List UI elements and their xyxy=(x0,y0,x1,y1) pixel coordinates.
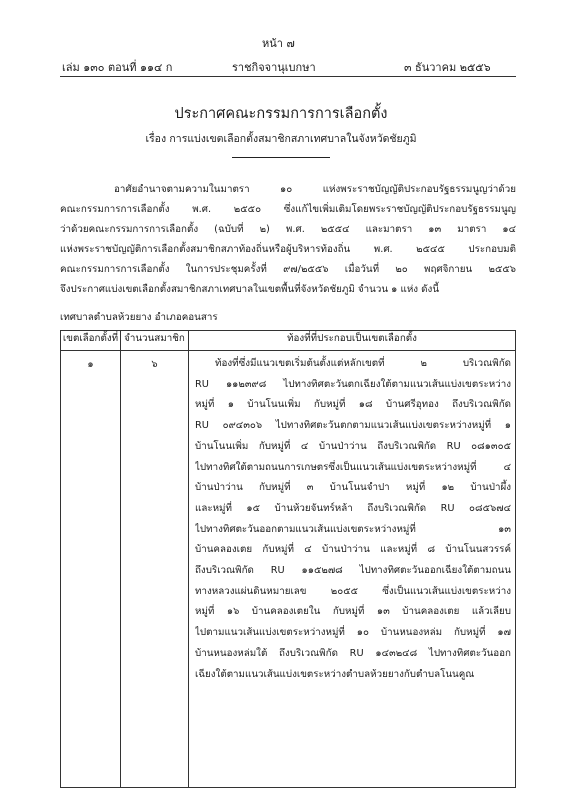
desc-line: บ้านป่าว่าน กับหมู่ที่ ๓ บ้านโนนจำปา หมู่ที่ ๑๒ บ้านป่าผึ้ง xyxy=(195,482,511,494)
header-district: เขตเลือกตั้งที่ xyxy=(61,331,121,351)
title-divider xyxy=(232,157,330,158)
desc-line: หมู่ที่ ๑ บ้านโนนเพิ่ม กับหมู่ที่ ๑๘ บ้านศรีอุทอง ถึงบริเวณพิกัด xyxy=(195,399,511,411)
desc-line: ท้องที่ซึ่งมีแนวเขตเริ่มต้นตั้งแต่หลักเขตที่ ๒ บริเวณพิกัด xyxy=(215,358,511,369)
volume-issue: เล่ม ๑๓๐ ตอนที่ ๑๑๔ ก xyxy=(62,61,173,74)
desc-line: RU ๐๙๔๓๐๖ ไปทางทิศตะวันตกตามแนวเส้นแบ่งเขตระหว่างหมู่ที่ ๑ xyxy=(195,420,511,432)
header-divider xyxy=(60,76,516,77)
body-paragraph xyxy=(60,180,516,300)
desc-line: ถึงบริเวณพิกัด RU ๑๑๕๒๗๘ ไปทางทิศตะวันออกเฉียงใต้ตามถนน xyxy=(195,565,511,577)
desc-line: บ้านคลองเตย กับหมู่ที่ ๔ บ้านป่าว่าน และหมู่ที่ ๘ บ้านโนนสวรรค์ xyxy=(195,544,511,556)
header-area: ท้องที่ที่ประกอบเป็นเขตเลือกตั้ง xyxy=(189,331,516,351)
announcement-title: ประกาศคณะกรรมการการเลือกตั้ง xyxy=(174,106,388,122)
body-line: ว่าด้วยคณะกรรมการการเลือกตั้ง (ฉบับที่ ๒) พ.ศ. ๒๕๕๔ และมาตรา ๑๓ มาตรา ๑๔ xyxy=(60,224,516,235)
body-line: คณะกรรมการการเลือกตั้ง ในการประชุมครั้งที่ ๙๗/๒๕๕๖ เมื่อวันที่ ๒๐ พฤศจิกายน ๒๕๕๖ xyxy=(60,264,516,275)
desc-line: ไปทางทิศใต้ตามถนนการเกษตรซึ่งเป็นแนวเส้นแบ่งเขตระหว่างหมู่ที่ ๔ xyxy=(195,461,511,473)
table-header-row xyxy=(61,331,516,351)
table-row xyxy=(61,351,516,788)
body-line: แห่งพระราชบัญญัติการเลือกตั้งสมาชิกสภาท้องถิ่นหรือผู้บริหารท้องถิ่น พ.ศ. ๒๕๔๕ ประกอบมติ xyxy=(60,244,516,255)
body-line: คณะกรรมการการเลือกตั้ง พ.ศ. ๒๕๕๐ ซึ่งแก้ไขเพิ่มเติมโดยพระราชบัญญัติประกอบรัฐธรรมนูญ xyxy=(60,204,516,215)
desc-line: บ้านหนองหล่มใต้ ถึงบริเวณพิกัด RU ๑๔๓๒๔๘ ไปทางทิศตะวันออก xyxy=(195,647,511,659)
desc-line: และหมู่ที่ ๑๕ บ้านห้วยจันทร์หล้า ถึงบริเวณพิกัด RU ๐๘๕๖๗๔ xyxy=(195,502,511,514)
member-count: ๖ xyxy=(121,351,189,788)
desc-line: บ้านโนนเพิ่ม กับหมู่ที่ ๔ บ้านป่าว่าน ถึงบริเวณพิกัด RU ๐๘๑๓๐๕ xyxy=(195,440,511,452)
desc-line: เฉียงใต้ตามแนวเส้นแบ่งเขตระหว่างตำบลห้วยยางกับตำบลโนนคูณ xyxy=(195,668,475,680)
announcement-subtitle: เรื่อง การแบ่งเขตเลือกตั้งสมาชิกสภาเทศบาลในจังหวัดชัยภูมิ xyxy=(145,133,417,145)
desc-line: RU ๑๑๒๓๙๘ ไปทางทิศตะวันตกเฉียงใต้ตามแนวเส้นแบ่งเขตระหว่าง xyxy=(195,378,511,390)
municipality-label: เทศบาลตำบลห้วยยาง อำเภอคอนสาร xyxy=(60,312,218,323)
body-line: จึงประกาศแบ่งเขตเลือกตั้งสมาชิกสภาเทศบาลในเขตพื้นที่จังหวัดชัยภูมิ จำนวน ๑ แห่ง ดังนี้ xyxy=(60,284,440,295)
desc-line: ไปทางทิศตะวันออกตามแนวเส้นแบ่งเขตระหว่างหมู่ที่ ๑๓ xyxy=(195,523,511,535)
gazette-name: ราชกิจจานุเบกษา xyxy=(232,61,316,74)
header-members: จำนวนสมาชิก xyxy=(121,331,189,351)
page-number: หน้า ๗ xyxy=(262,37,295,50)
desc-line: ไปตามแนวเส้นแบ่งเขตระหว่างหมู่ที่ ๑๐ บ้านหนองหล่ม กับหมู่ที่ ๑๗ xyxy=(195,627,511,639)
district-number: ๑ xyxy=(61,351,121,788)
desc-line: ทางหลวงแผ่นดินหมายเลข ๒๐๕๕ ซึ่งเป็นแนวเส้นแบ่งเขตระหว่าง xyxy=(195,585,511,597)
district-table xyxy=(60,330,516,788)
publication-date: ๓ ธันวาคม ๒๕๕๖ xyxy=(404,61,491,74)
area-description xyxy=(189,351,516,788)
body-line: อาศัยอำนาจตามความในมาตรา ๑๐ แห่งพระราชบัญญัติประกอบรัฐธรรมนูญว่าด้วย xyxy=(114,184,516,195)
desc-line: หมู่ที่ ๑๖ บ้านคลองเตยใน กับหมู่ที่ ๑๓ บ้านคลองเตย แล้วเลียบ xyxy=(195,606,511,618)
